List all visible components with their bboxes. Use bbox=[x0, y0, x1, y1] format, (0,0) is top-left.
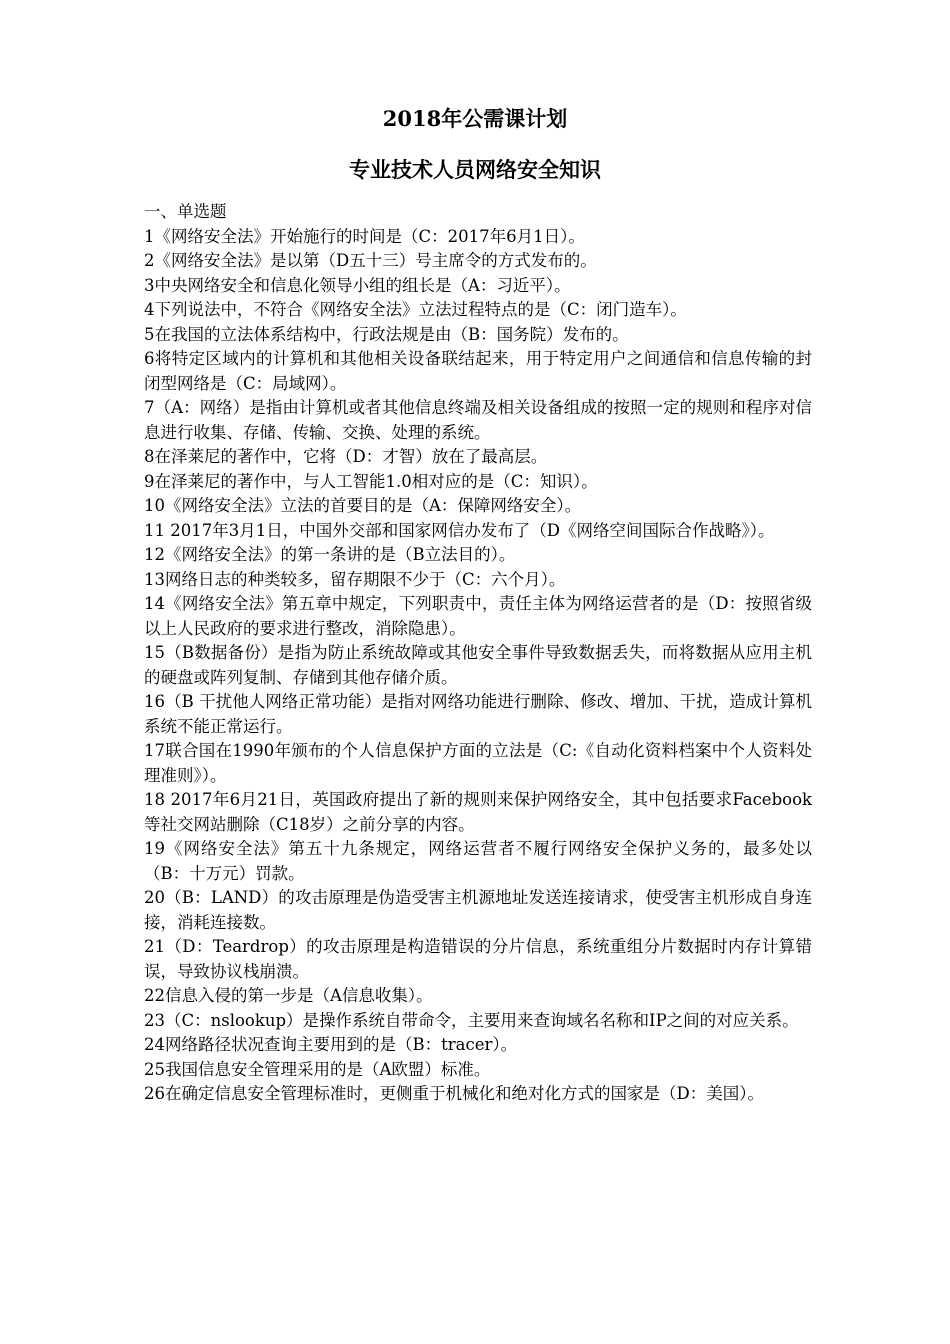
question-item: 8在泽莱尼的著作中，它将（D：才智）放在了最高层。 bbox=[144, 447, 548, 466]
question-item: 16（B 干扰他人网络正常功能）是指对网络功能进行删除、修改、增加、干扰，造成计算机系统不能正常运行。 bbox=[144, 692, 812, 736]
question-item: 17联合国在1990年颁布的个人信息保护方面的立法是（C:《自动化资料档案中个人资料处理准则》）。 bbox=[144, 741, 812, 785]
question-item: 22信息入侵的第一步是（A信息收集）。 bbox=[144, 986, 433, 1005]
question-item: 14《网络安全法》第五章中规定，下列职责中，责任主体为网络运营者的是（D：按照省级以上人民政府的要求进行整改，消除隐患）。 bbox=[144, 594, 812, 638]
question-item: 5在我国的立法体系结构中，行政法规是由（B：国务院）发布的。 bbox=[144, 324, 629, 344]
question-item: 23（C：nslookup）是操作系统自带命令，主要用来查询域名名称和IP之间的对应关系。 bbox=[144, 1010, 799, 1030]
question-item: 2《网络安全法》是以第（D五十三）号主席令的方式发布的。 bbox=[144, 251, 597, 270]
question-item: 21（D：Teardrop）的攻击原理是构造错误的分片信息，系统重组分片数据时内存计算错误，导致协议栈崩溃。 bbox=[144, 937, 812, 981]
section-heading: 一、单选题 bbox=[144, 202, 227, 221]
question-item: 11 2017年3月1日，中国外交部和国家网信办发布了（D《网络空间国际合作战略》）。 bbox=[144, 520, 775, 540]
question-item: 7（A：网络）是指由计算机或者其他信息终端及相关设备组成的按照一定的规则和程序对信息进行收集、存储、传输、交换、处理的系统。 bbox=[144, 398, 812, 442]
question-item: 6将特定区域内的计算机和其他相关设备联结起来，用于特定用户之间通信和信息传输的封闭型网络是（C：局域网）。 bbox=[144, 349, 812, 393]
question-item: 20（B：LAND）的攻击原理是伪造受害主机源地址发送连接请求，使受害主机形成自身连接，消耗连接数。 bbox=[144, 888, 812, 932]
question-item: 25我国信息安全管理采用的是（A欧盟）标准。 bbox=[144, 1059, 491, 1079]
document-title: 2018年公需课计划 bbox=[382, 106, 568, 131]
question-item: 10《网络安全法》立法的首要目的是（A：保障网络安全）。 bbox=[144, 496, 582, 515]
question-item: 26在确定信息安全管理标准时，更侧重于机械化和绝对化方式的国家是（D：美国）。 bbox=[144, 1084, 764, 1103]
document-subtitle: 专业技术人员网络安全知识 bbox=[349, 157, 601, 182]
question-item: 15（B数据备份）是指为防止系统故障或其他安全事件导致数据丢失，而将数据从应用主机的硬盘或阵列复制、存储到其他存储介质。 bbox=[144, 643, 812, 687]
question-item: 9在泽莱尼的著作中，与人工智能1.0相对应的是（C：知识）。 bbox=[144, 471, 598, 491]
question-list bbox=[144, 200, 812, 1107]
question-item: 12《网络安全法》的第一条讲的是（B立法目的）。 bbox=[144, 545, 516, 564]
question-item: 4下列说法中，不符合《网络安全法》立法过程特点的是（C：闭门造车）。 bbox=[144, 300, 687, 319]
question-item: 19《网络安全法》第五十九条规定，网络运营者不履行网络安全保护义务的，最多处以（B：十万元）罚款。 bbox=[144, 839, 812, 883]
question-item: 1《网络安全法》开始施行的时间是（C：2017年6月1日）。 bbox=[144, 226, 585, 246]
question-item: 18 2017年6月21日，英国政府提出了新的规则来保护网络安全，其中包括要求Facebook等社交网站删除（C18岁）之前分享的内容。 bbox=[144, 790, 812, 834]
question-item: 3中央网络安全和信息化领导小组的组长是（A：习近平）。 bbox=[144, 275, 571, 295]
question-item: 13网络日志的种类较多，留存期限不少于（C：六个月）。 bbox=[144, 569, 566, 589]
question-item: 24网络路径状况查询主要用到的是（B：tracer）。 bbox=[144, 1035, 518, 1054]
